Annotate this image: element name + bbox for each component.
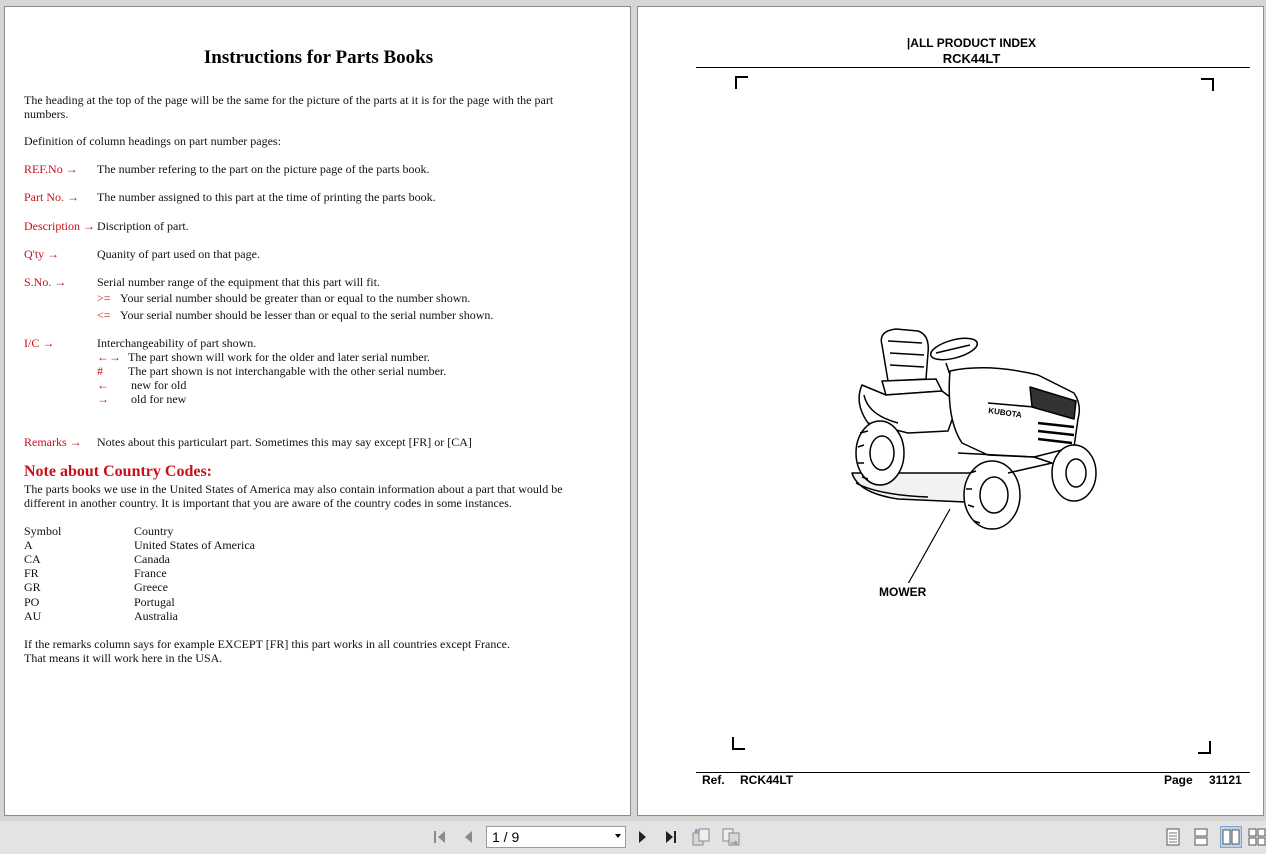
term-description: Description → [24,219,95,233]
footer-note-line1: If the remarks column says for example EXCEPT [FR] this part works in all countries except France. [24,637,510,651]
definition-ic: Interchangeability of part shown. [97,336,257,350]
prev-page-icon[interactable] [457,826,479,848]
definition-qty: Quanity of part used on that page. [97,247,260,261]
definition-description: Discription of part. [97,219,189,233]
crop-mark-top-right [1201,78,1214,91]
sno-le-symbol: <= [97,308,111,322]
page-indicator: 1 / 9 [492,829,520,845]
country-name: France [134,566,167,580]
header-index-title: |ALL PRODUCT INDEX [906,36,1037,50]
definition-part-no: The number assigned to this part at the time of printing the parts book. [97,190,436,204]
term-ic: I/C → [24,336,55,350]
left-arrow-icon: ← [97,378,109,392]
sno-ge-symbol: >= [97,291,111,305]
first-page-icon[interactable] [429,826,451,848]
country-name: Canada [134,552,170,566]
right-arrow-icon: → [97,392,109,406]
sno-le-text: Your serial number should be lesser than or equal to the serial number shown. [120,308,494,322]
header-rule [696,67,1250,68]
country-name: United States of America [134,538,255,552]
left-page [4,6,631,816]
header-model: RCK44LT [942,51,1001,66]
term-qty: Q'ty → [24,247,60,261]
next-page-icon[interactable] [632,826,654,848]
country-codes-heading: Note about Country Codes: [24,463,212,480]
both-arrows-icon: ←→ [97,350,121,364]
term-remarks: Remarks → [24,435,82,449]
mower-brand-text: KUBOTA [987,406,1023,420]
definition-ref-no: The number refering to the part on the picture page of the parts book. [97,162,430,176]
country-symbol: FR [24,566,39,580]
country-symbol: CA [24,552,41,566]
go-forward-view-icon[interactable] [720,826,742,848]
ic-right-text: old for new [131,392,187,406]
crop-mark-bottom-right [1198,741,1211,754]
chevron-down-icon [615,834,621,838]
term-sno: S.No. → [24,275,67,289]
page-title: Instructions for Parts Books [203,47,434,68]
country-intro: The parts books we use in the United States of America may also contain information about a part that would be different in another country. It is important that you are aware of the country codes in some instances. [24,482,563,510]
footer-ref-label: Ref. [702,773,725,787]
term-ref-no: REF.No → [24,162,78,176]
definition-sno: Serial number range of the equipment that this part will fit. [97,275,380,289]
continuous-view-icon[interactable] [1190,826,1212,848]
facing-view-icon[interactable] [1220,826,1242,848]
crop-mark-top-left [735,76,748,89]
country-name: Australia [134,609,178,623]
viewer-toolbar [0,821,1266,854]
page-number-select[interactable] [486,826,626,848]
footer-page-value: 31121 [1209,773,1242,787]
go-back-view-icon[interactable] [690,826,712,848]
footer-note-line2: That means it will work here in the USA. [24,651,223,665]
footer-ref-value: RCK44LT [740,773,794,787]
last-page-icon[interactable] [660,826,682,848]
mower-illustration [838,323,1108,583]
country-symbol: GR [24,580,41,594]
callout-label-mower: MOWER [879,585,927,599]
single-page-view-icon[interactable] [1162,826,1184,848]
country-symbol: A [24,538,33,552]
definition-heading: Definition of column headings on part number pages: [24,134,281,148]
definition-remarks: Notes about this particulart part. Sometimes this may say except [FR] or [CA] [97,435,472,449]
intro-text: The heading at the top of the page will be the same for the picture of the parts at it is for the page with the part numbers. [24,93,554,121]
country-symbol: PO [24,595,40,609]
footer-page-label: Page [1164,773,1193,787]
sno-ge-text: Your serial number should be greater than or equal to the number shown. [120,291,471,305]
country-symbol: AU [24,609,42,623]
ic-both-text: The part shown will work for the older and later serial number. [128,350,430,364]
continuous-facing-view-icon[interactable] [1246,826,1266,848]
crop-mark-bottom-left [732,737,745,750]
ic-hash-text: The part shown is not interchangable with the other serial number. [128,364,447,378]
ic-left-text: new for old [131,378,187,392]
country-header: Country [134,524,174,538]
country-name: Portugal [134,595,175,609]
symbol-header: Symbol [24,524,62,538]
term-part-no: Part No. → [24,190,79,204]
right-page [637,6,1264,816]
country-name: Greece [134,580,168,594]
ic-hash-symbol: # [97,364,103,378]
